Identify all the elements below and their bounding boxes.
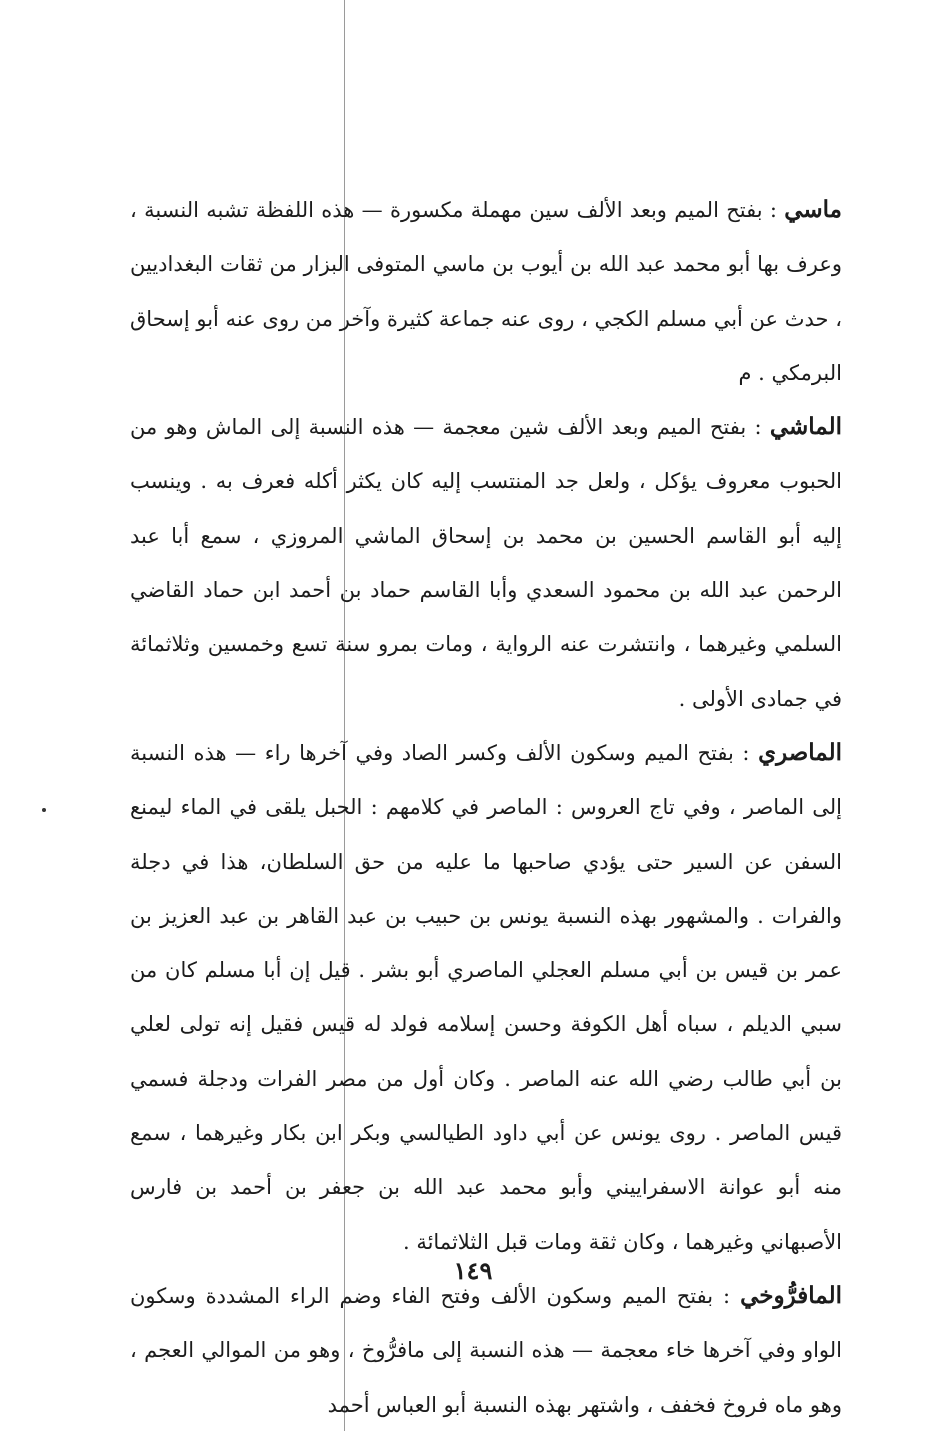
entry-text: : بفتح الميم وبعد الألف شين معجمة — هذه النسبة إلى الماش وهو من الحبوب معروف يؤكل ، ولعل جد المنتسب إليه كان يكثر أكله فعرف به . وينسب إليه أبو القاسم الحسين بن محمد بن إسحاق الماشي المروزي ، سمع أبا عبد الرحمن عبد الله بن محمود السعدي وأبا القاسم حماد بن أحمد ابن حماد القاضي السلمي وغيرهما ، وانتشرت عنه الرواية ، ومات بمرو سنة تسع وخمسين وثلاثمائة في جمادى الأولى .: [130, 415, 842, 711]
entry-headword: المافرُّوخي: [740, 1281, 842, 1309]
entry-text: : بفتح الميم وبعد الألف سين مهملة مكسورة — هذه اللفظة تشبه النسبة ، وعرف بها أبو محمد عبد الله بن أيوب بن ماسي المتوفى البزار من ثقات البغداديين ، حدث عن أبي مسلم الكجي ، روى عنه جماعة كثيرة وآخر من روى عنه أبو إسحاق البرمكي . م: [130, 198, 842, 385]
page-number: ١٤٩: [453, 1256, 493, 1285]
entry-text: : بفتح الميم وسكون الألف وكسر الصاد وفي آخرها راء — هذه النسبة إلى الماصر ، وفي تاج العروس : الماصر في كلامهم : الحبل يلقى في الماء ليمنع السفن عن السير حتى يؤدي صاحبها ما عليه من حق السلطان، هذا في دجلة والفرات . والمشهور بهذه النسبة يونس بن حبيب بن عبد القاهر بن عبد العزيز بن عمر بن قيس بن أبي مسلم العجلي الماصري أبو بشر . قيل إن أبا مسلم كان من سبي الديلم ، سباه أهل الكوفة وحسن إسلامه فولد له قيس فقيل إنه تولى لعلي بن أبي طالب رضي الله عنه الماصر . وكان أول من مصر الفرات ودجلة فسمي قيس الماصر . روى يونس عن أبي داود الطيالسي وبكر ابن بكار وغيرهما ، سمع منه أبو عوانة الاسفراييني وأبو محمد عبد الله بن جعفر بن أحمد بن فارس الأصبهاني وغيرهما ، وكان ثقة ومات قبل الثلاثمائة .: [130, 740, 842, 1254]
entry-headword: الماصري: [758, 738, 842, 766]
dictionary-entry: [130, 1269, 842, 1432]
entry-text: : بفتح الميم وسكون الألف وفتح الفاء وضم الراء المشددة وسكون الواو وفي آخرها خاء معجمة — هذه النسبة إلى مافرُّوخ ، وهو من الموالي العجم ، وهو ماه فروخ فخفف ، واشتهر بهذه النسبة أبو العباس أحمد: [130, 1283, 842, 1417]
entry-headword: الماشي: [769, 413, 842, 441]
dictionary-entry: [130, 400, 842, 726]
scan-speck: [42, 808, 46, 812]
dictionary-entry: [130, 726, 842, 1269]
page-body: [130, 183, 842, 1432]
entry-headword: ماسي: [784, 196, 842, 223]
dictionary-entry: [130, 183, 842, 400]
